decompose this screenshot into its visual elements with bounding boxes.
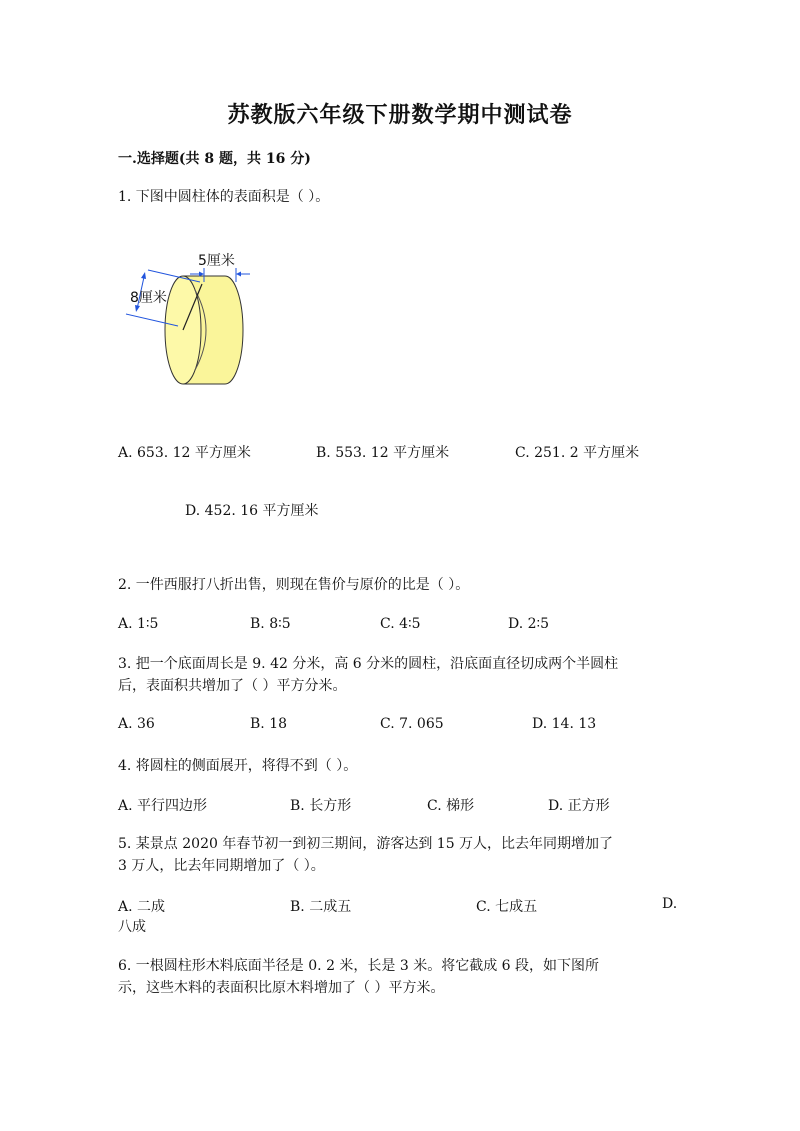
q2-option-a[interactable]: A. 1∶5 <box>118 616 159 632</box>
q1-option-a[interactable]: A. 653. 12 平方厘米 <box>118 445 251 461</box>
question-4-stem: 4. 将圆柱的侧面展开，将得不到（ ）。 <box>118 758 358 774</box>
question-6-stem-line1: 6. 一根圆柱形木料底面半径是 0. 2 米，长是 3 米。将它截成 6 段，如下图所 <box>118 958 600 974</box>
q4-option-c[interactable]: C. 梯形 <box>427 798 475 814</box>
q4-option-d[interactable]: D. 正方形 <box>548 798 610 814</box>
q1-option-d[interactable]: D. 452. 16 平方厘米 <box>185 503 319 519</box>
section-heading: 一.选择题(共 8 题，共 16 分) <box>118 151 311 167</box>
cylinder-figure <box>120 248 260 398</box>
question-1-stem: 1. 下图中圆柱体的表面积是（ ）。 <box>118 189 330 205</box>
q3-option-b[interactable]: B. 18 <box>250 716 288 732</box>
q3-option-a[interactable]: A. 36 <box>118 716 155 732</box>
question-3-stem-line2: 后，表面积共增加了（ ）平方分米。 <box>118 678 347 694</box>
q2-option-b[interactable]: B. 8∶5 <box>250 616 291 632</box>
q5-option-c[interactable]: C. 七成五 <box>476 899 538 915</box>
label-radius: 8厘米 <box>130 290 167 306</box>
q3-option-c[interactable]: C. 7. 065 <box>380 716 444 732</box>
q2-option-c[interactable]: C. 4∶5 <box>380 616 421 632</box>
q1-option-b[interactable]: B. 553. 12 平方厘米 <box>316 445 450 461</box>
question-5-stem-line2: 3 万人，比去年同期增加了（ ）。 <box>118 858 325 874</box>
question-6-stem-line2: 示，这些木料的表面积比原木料增加了（ ）平方米。 <box>118 980 445 996</box>
question-3-stem-line1: 3. 把一个底面周长是 9. 42 分米，高 6 分米的圆柱，沿底面直径切成两个半圆柱 <box>118 656 619 672</box>
q5-option-b[interactable]: B. 二成五 <box>290 899 352 915</box>
page-title: 苏教版六年级下册数学期中测试卷 <box>227 102 573 128</box>
q5-option-a[interactable]: A. 二成 <box>118 899 166 915</box>
q4-option-a[interactable]: A. 平行四边形 <box>118 798 208 814</box>
q1-option-c[interactable]: C. 251. 2 平方厘米 <box>515 445 640 461</box>
q4-option-b[interactable]: B. 长方形 <box>290 798 352 814</box>
q5-option-d-text[interactable]: 八成 <box>118 919 146 935</box>
question-5-stem-line1: 5. 某景点 2020 年春节初一到初三期间，游客达到 15 万人，比去年同期增加了 <box>118 836 614 852</box>
question-2-stem: 2. 一件西服打八折出售，则现在售价与原价的比是（ ）。 <box>118 577 470 593</box>
q3-option-d[interactable]: D. 14. 13 <box>532 716 597 732</box>
label-width: 5厘米 <box>198 253 235 269</box>
q5-option-d[interactable]: D. <box>662 896 678 912</box>
q2-option-d[interactable]: D. 2∶5 <box>508 616 550 632</box>
